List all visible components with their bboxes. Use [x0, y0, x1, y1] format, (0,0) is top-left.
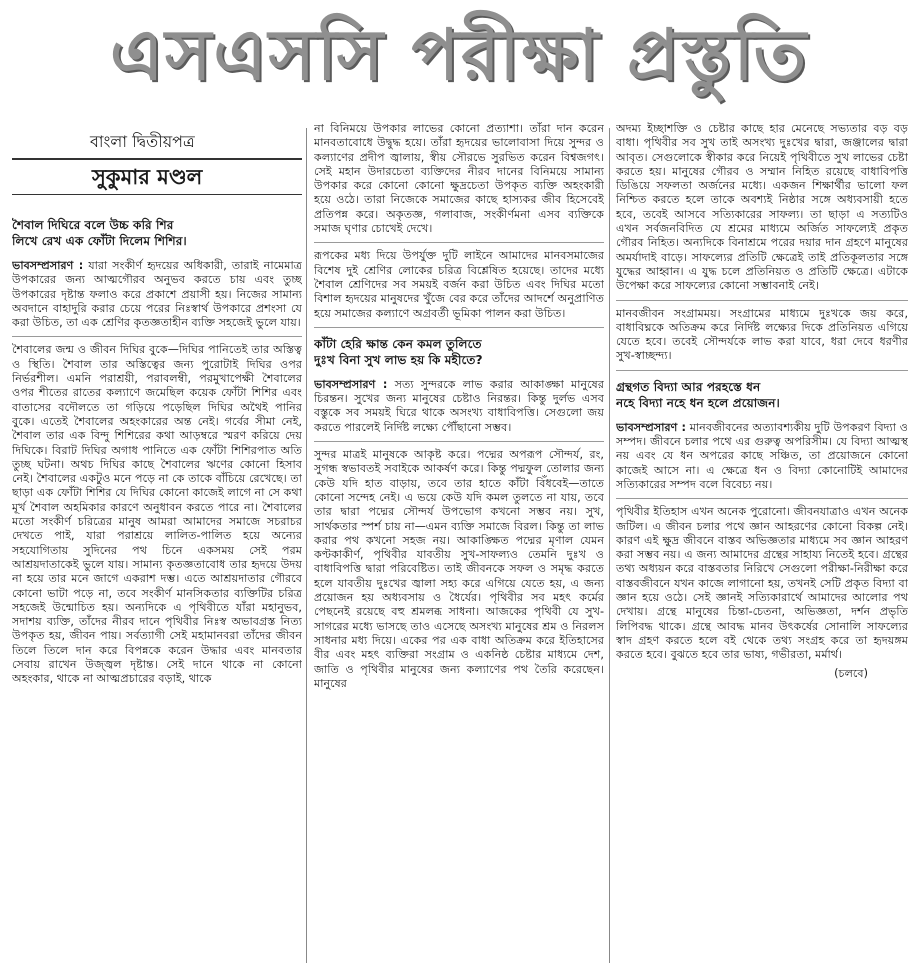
section3-para1-text: মানবজীবনের অত্যাবশ্যকীয় দুটি উপকরণ বিদ্যা ও সম্পদ। জীবনে চলার পথে এর গুরুত্ব অপরিসীম। যে বিদ্যা আত্মস্থ নয় এবং যে ধন অপরের কাছে সঞ্চিত, তা প্রয়োজনে কোনো কাজেই আসে না। এ ক্ষেত্রে ধন ও বিদ্যা কোনোটিই আমাদের সত্যিকারের সম্পদ বলে বিবেচ্য নয়। — [616, 420, 908, 491]
page-banner — [0, 0, 918, 118]
section3-quote-line1: গ্রন্থগত বিদ্যা আর পরহস্তে ধন — [616, 379, 761, 394]
section1-quote-line2: লিখে রেখ এক ফোঁটা দিলেম শিশির। — [12, 234, 187, 248]
section1-para1 — [12, 259, 302, 330]
column-divider-1 — [306, 128, 307, 963]
section2-lead: ভাবসম্প্রসারণ : — [314, 377, 388, 391]
separator — [314, 242, 604, 243]
section3-lead: ভাবসম্প্রসারণ : — [616, 420, 686, 434]
column-2 — [314, 122, 604, 969]
column-3 — [616, 122, 908, 969]
section2-para1 — [314, 378, 604, 435]
separator — [314, 327, 604, 328]
separator — [616, 370, 908, 371]
section2-quote — [314, 336, 604, 368]
author-rule-top — [12, 158, 302, 160]
banner-title: এসএসসি পরীক্ষা প্রস্তুতি — [109, 13, 809, 96]
section2-para2: সুন্দর মাত্রই মানুষকে আকৃষ্ট করে। পদ্মের অপরূপ সৌন্দর্য, রং, সুগন্ধ স্বভাবতই সবাইকে আকর্ষণ করে। কিন্তু পদ্মফুল তোলার জন্য কেউ যদি হাত বাড়ায়, তবে তার হাতে কাঁটা বিঁধবেই—তাতে কোনো সন্দেহ নেই। এ ভয়ে কেউ যদি কমল তুলতে না যায়, তবে তার দ্বারা পদ্মের সৌন্দর্য উপভোগ কখনো সম্ভব নয়। সুখ, সার্থকতার স্পর্শ চায় না—এমন ব্যক্তি সমাজে বিরল। কিন্তু তা লাভ করার পথ কখনো সহজ নয়। আকাঙ্ক্ষিত পদ্মের মৃণাল যেমন কণ্টকাকীর্ণ, পৃথিবীর যাবতীয় সুখ-সাফল্যও তেমনি দুঃখ ও বাধাবিপত্তি দ্বারা পরিবেষ্টিত। তাই জীবনকে সফল ও সমৃদ্ধ করতে হলে যাবতীয় দুঃখের জ্বালা সহ্য করে এগিয়ে যেতে হয়, এ জন্য প্রয়োজন হয় অধ্যবসায় ও ধৈর্যের। পৃথিবীর সব মহৎ কর্মের পেছনেই রয়েছে বহু শ্রমলব্ধ সাধনা। আজকের পৃথিবী যে সুখ-সাগরের মধ্যে ভাসছে তাও এসেছে অসংখ্য মানুষের শ্রম ও নিরলস সাধনার মধ্য দিয়ে। একের পর এক বাধা অতিক্রম করে ইতিহাসের বীর এবং মহৎ ব্যক্তিরা সংগ্রাম ও একনিষ্ঠ চেষ্টার মাধ্যমে দেশ, জাতি ও পৃথিবীর মানুষের জন্য কল্যাণের পথ তৈরি করেছেন। মানুষের — [314, 448, 604, 690]
subject-label: বাংলা দ্বিতীয়পত্র — [90, 132, 195, 151]
section1-quote — [12, 217, 302, 249]
column-divider-2 — [609, 128, 610, 963]
section1-para2: শৈবালের জন্ম ও জীবন দিঘির বুকে—দিঘির পানিতেই তার অস্তিত্ব ও স্থিতি। শৈবাল তার অস্তিত্বের জন্য পুরোটাই দিঘির ওপর নির্ভরশীল। এমনি পরাশ্রয়ী, পরাবলম্বী, পরমুখাপেক্ষী শৈবালের ওপর শীতের রাতের কল্যাণে জমেছিল কয়েক ফোঁটা শিশির এবং বাতাসের বদৌলতে তা গড়িয়ে পড়েছিল দিঘির অথৈই পানির বুকে। এতেই শৈবালের অহংকারের অন্ত নেই। গর্বের সীমা নেই, শৈবাল তার এক বিন্দু শিশিরের কথা আড়ম্বরে স্মরণ করিয়ে দেয় দিঘিকে। বিরাট দিঘির অগাধ পানিতে এক ফোঁটা শিশিরপাত অতি তুচ্ছ ঘটনা। অথচ দিঘির কাছে শৈবালের ঋণের কোনো হিসাব নেই। শৈবালের একটুও মনে পড়ে না কে তাকে বাঁচিয়ে রেখেছে। তা ছাড়া এক ফোঁটা শিশির যে দিঘির কোনো কাজেই লাগে না সে কথা মূর্খ শৈবাল অহমিকার কারণে অনুধাবন করতে পারে না। শৈবালের মতো সংকীর্ণ চরিত্রের মানুষ আমরা আমাদের সমাজে সচরাচর দেখতে পাই, যারা পরাশ্রয়ে লালিত-পালিত হয়ে অন্যের সহযোগিতায় সুদিনের পথ চিনে একসময় সেই পরম আশ্রয়দাতাকেই ভুলে যায়। সামান্য কৃতজ্ঞতাবোধ তার হৃদয়ে উদয় না হয়ে তার মনে জাগে একরাশ দম্ভ। এতে আশ্রয়দাতার গৌরবে কোনো ভাটা পড়ে না, তবে সংকীর্ণ মানসিকতার ব্যক্তিটির চরিত্র সহজেই উন্মোচিত হয়। অন্যদিকে এ পৃথিবীতে যাঁরা মহানুভব, সদাশয় ব্যক্তি, তাঁদের নীরব দানে পৃথিবীর নিঃস্ব অভাবগ্রস্ত নিত্য উপকৃত হয়, জীবন পায়। সর্বত্যাগী সেই মহামানবরা তাঁদের জীবন তিলে তিলে দান করে বিপন্নকে করেন উদ্ধার এবং মানবতার সেবায় রাখেন উজ্জ্বল দৃষ্টান্ত। সেই দানে থাকে না কোনো অহংকার, থাকে না আত্মপ্রচারের বড়াই, থাকে — [12, 343, 302, 686]
section1-quote-line1: শৈবাল দিঘিরে বলে উচ্চ করি শির — [12, 218, 174, 232]
section2-para4: মানবজীবন সংগ্রামময়। সংগ্রামের মাধ্যমে দুঃখকে জয় করে, বাধাবিঘ্নকে অতিক্রম করে নির্দিষ্ট লক্ষ্যের দিকে প্রতিনিয়ত এগিয়ে যেতে হবে। তবেই সৌন্দর্যকে লাভ করা যাবে, ধরা দেবে ধরণীর সুখ-স্বাচ্ছন্দ্য। — [616, 306, 908, 363]
section1-para3: না বিনিময়ে উপকার লাভের কোনো প্রত্যাশা। তাঁরা দান করেন মানবতাবোধে উদ্বুদ্ধ হয়ে। তাঁরা হৃদয়ের ভালোবাসা দিয়ে সুন্দর ও কল্যাণের প্রদীপ জ্বালায়, স্বীয় সৌরভে সুরভিত করেন বিশ্বজগৎ। সেই মহান উদারচেতা ব্যক্তিদের নীরব দানের বিনিময়ে সামান্য উপকার করে কোনো কোনো ক্ষুদ্রচেতা উপকৃত ব্যক্তি অহংকারী হয়ে ওঠে। তারা নিজেকে সমাজের কাছে হাস্যকর জীব হিসেবেই প্রতিপন্ন করে। অকৃতজ্ঞ, গলাবাজ, সংকীর্ণমনা এসব ব্যক্তিকে সমাজ ঘৃণার চোখেই দেখে। — [314, 122, 604, 236]
section3-para2: পৃথিবীর ইতিহাস এখন অনেক পুরোনো। জীবনযাত্রাও এখন অনেক জটিল। এ জীবন চলার পথে জ্ঞান আহরণের কোনো বিকল্প নেই। কারণ এই ক্ষুদ্র জীবনে বাস্তব অভিজ্ঞতার মাধ্যমে সব জ্ঞান আহরণ করা সম্ভব নয়। এ জন্য আমাদের গ্রন্থের সাহায্য নিতেই হবে। গ্রন্থের তথ্য অধ্যয়ন করে বাস্তবতার নিরিখে সেগুলো পরীক্ষা-নিরীক্ষা করে বাস্তবজীবনে যখন কাজে লাগানো হয়, তখনই সেটি প্রকৃত বিদ্যা বা জ্ঞান হয়ে ওঠে। সেই জ্ঞানই সত্যিকারার্থে আমাদের আলোর পথ দেখায়। গ্রন্থে মানুষের চিন্তা-চেতনা, অভিজ্ঞতা, দর্শন প্রভৃতি লিপিবদ্ধ থাকে। গ্রন্থে আবদ্ধ মানব উৎকর্ষের সোনালি সাফল্যের স্বাদ গ্রহণ করতে হলে বই থেকে তথ্য সংগ্রহ করে তা হৃদয়ঙ্গম করতে হবে। বুঝতে হবে তার ভাষ্য, গভীরতা, মর্মার্থ। — [616, 505, 908, 662]
column-1 — [12, 122, 302, 969]
separator — [314, 441, 604, 442]
continued-label: (চলবে) — [834, 666, 868, 680]
section2-quote-line2: দুঃখ বিনা সুখ লাভ হয় কি মহীতে? — [314, 352, 483, 367]
section3-quote — [616, 379, 908, 411]
section2-para1-text: সত্য সুন্দরকে লাভ করার আকাঙ্ক্ষা মানুষের চিরন্তন। সুখের জন্য মানুষের চেষ্টাও নিরন্তর। কিন্তু দুর্লভ এসব বস্তুকে সব সময়ই ঘিরে থাকে অসংখ্য বাধাবিপত্তি। সেগুলো জয় করতে পারলেই নির্দিষ্ট লক্ষ্যে পৌঁছানো সম্ভব। — [314, 377, 604, 434]
section2-quote-line1: কাঁটা হেরি ক্ষান্ত কেন কমল তুলিতে — [314, 336, 482, 351]
section2-para3: অদম্য ইচ্ছাশক্তি ও চেষ্টার কাছে হার মেনেছে সভ্যতার বড় বড় বাধা। পৃথিবীর সব সুখ তাই অসংখ্য দুঃখের দ্বারা, জঞ্জালের দ্বারা আবৃত। সেগুলোকে স্বীকার করে নিয়েই পৃথিবীতে সুখ লাভের চেষ্টা করতে হয়। মানুষের গৌরব ও সম্মান নিহিত রয়েছে বাধাবিপত্তি ডিঙিয়ে সফলতা অর্জনের মধ্যে। একজন শিক্ষার্থীর ভালো ফল নিশ্চিত করতে হলে তাকে অবশ্যই নিষ্ঠার সঙ্গে অধ্যবসায়ী হতে হবে, তবেই আসবে সত্যিকারের সাফল্য। তা ছাড়া এ সত্যটিও এখন সর্বজনবিদিত যে শ্রমের মাধ্যমে অর্জিত সাফল্যেই প্রকৃত গৌরব নিহিত। অন্যদিকে বিনাশ্রমে পরের দয়ার দান গ্রহণে মানুষের অমর্যাদাই বাড়ে। সাফল্যের প্রতিটি ক্ষেত্রেই তাই প্রতিকূলতার সঙ্গে যুদ্ধের আহ্বান। এ যুদ্ধ চলে প্রতিনিয়ত ও প্রতিটি ক্ষেত্রে। এটাকে উপেক্ষা করে সাফল্যের কোনো সম্ভাবনাই নেই। — [616, 122, 908, 293]
separator — [616, 498, 908, 499]
separator — [12, 336, 302, 337]
separator — [616, 300, 908, 301]
section1-para1-text: যারা সংকীর্ণ হৃদয়ের অধিকারী, তারাই নামেমাত্র উপকারের জন্য আত্মগৌরব অনুভব করতে চায় এবং তুচ্ছ উপকারের দৃষ্টান্ত ফলাও করে প্রকাশে প্রয়াসী হয়। নিজের সামান্য অবদানে বাহাদুরি করার চেয়ে পরের নিঃস্বার্থ উপকারে প্রশংসা যে করা উচিত, তা এক শ্রেণির কৃতজ্ঞতাহীন ব্যক্তি সহজেই ভুলে যায়। — [12, 259, 302, 330]
author-name: সুকুমার মণ্ডল — [92, 165, 203, 189]
section3-quote-line2: নহে বিদ্যা নহে ধন হলে প্রয়োজন। — [616, 395, 780, 410]
section3-para1 — [616, 421, 908, 492]
author-rule-bottom — [12, 194, 302, 195]
section1-para4: রূপকের মধ্য দিয়ে উপর্যুক্ত দুটি লাইনে আমাদের মানবসমাজের বিশেষ দুই শ্রেণির লোকের চরিত্র বিশ্লেষিত হয়েছে। তাদের মধ্যে শৈবাল শ্রেণিদের সব সময়ই বর্জন করা উচিত এবং দিঘির মতো বিশাল হৃদয়ের মানুষদের খুঁজে বের করে তাঁদের আদর্শে অনুপ্রাণিত হয়ে সমাজের কল্যাণে অগ্রবর্তী ভূমিকা পালন করা উচিত। — [314, 249, 604, 320]
section1-lead: ভাবসম্প্রসারণ : — [12, 259, 84, 272]
